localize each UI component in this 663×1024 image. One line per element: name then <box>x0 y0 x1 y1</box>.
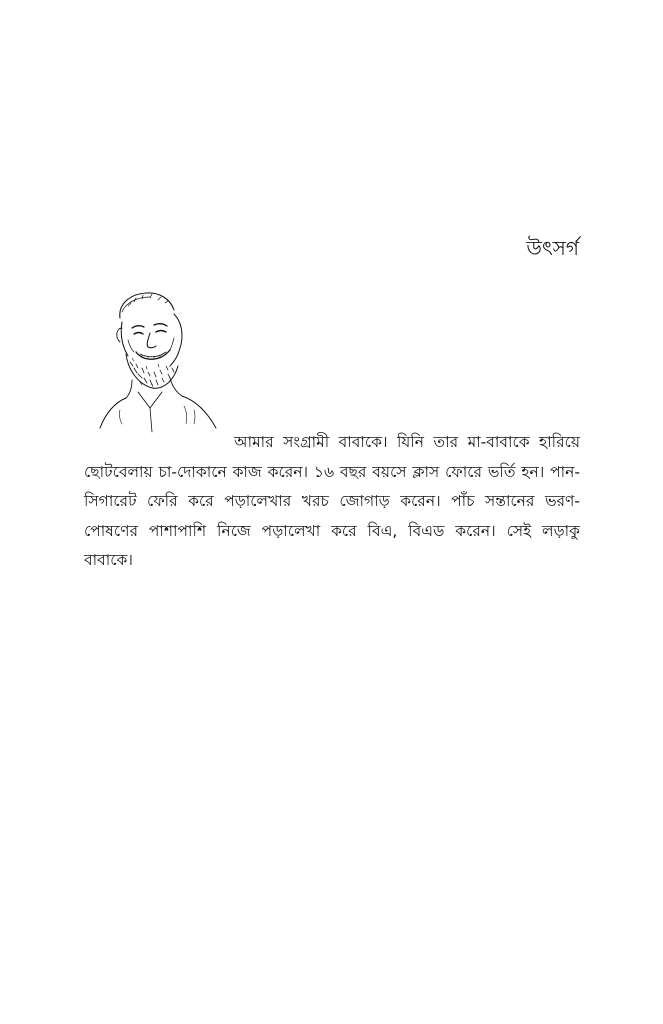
page-title: উৎসর্গ <box>526 236 579 260</box>
dedication-text: আমার সংগ্রামী বাবাকে। যিনি তার মা-বাবাকে হারিয়ে ছোটবেলায় চা-দোকানে কাজ করেন। ১৬ বছর বয়সে ক্লাস ফোরে ভর্তি হন। পান-সিগারেট ফেরি করে পড়ালেখার খরচ জোগাড় করেন। পাঁচ সন্তানের ভরণ-পোষণের পাশাপাশি নিজে পড়ালেখা করে বিএ, বিএড করেন। সেই লড়াকু বাবাকে। <box>84 433 580 569</box>
portrait-sketch-icon <box>98 288 220 434</box>
dedication-paragraph <box>84 428 580 576</box>
portrait-illustration <box>98 288 220 434</box>
text-indent <box>84 428 234 457</box>
